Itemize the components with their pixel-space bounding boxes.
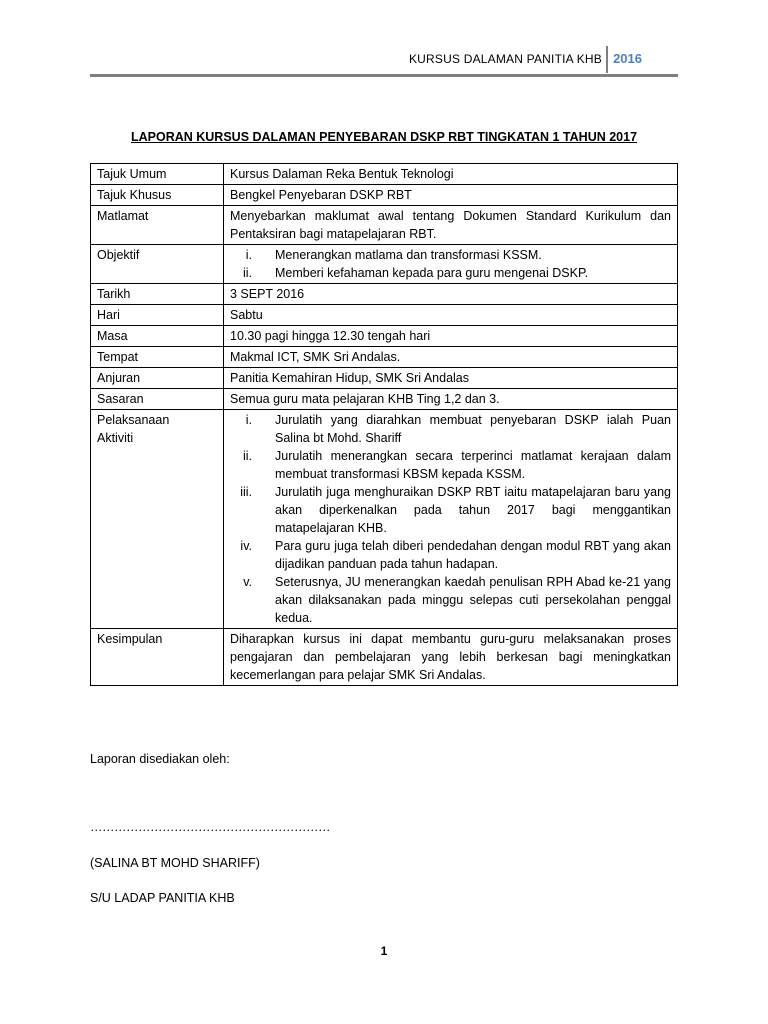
table-row: [91, 185, 678, 206]
row-value: Kursus Dalaman Reka Bentuk Teknologi: [224, 164, 678, 185]
list-text: Menerangkan matlama dan transformasi KSSM.: [275, 248, 542, 262]
row-label: Masa: [91, 326, 224, 347]
row-value: [224, 410, 678, 629]
row-label-line: Pelaksanaan: [97, 413, 170, 427]
row-label: Anjuran: [91, 368, 224, 389]
table-row: [91, 164, 678, 185]
table-row: [91, 368, 678, 389]
page-number: 1: [380, 944, 388, 958]
signatory-role: S/U LADAP PANITIA KHB: [90, 891, 235, 905]
list-item: [230, 411, 671, 447]
row-value: Makmal ICT, SMK Sri Andalas.: [224, 347, 678, 368]
list-number: iv.: [240, 539, 252, 553]
table-row: [91, 347, 678, 368]
row-value: 3 SEPT 2016: [224, 284, 678, 305]
row-label: Hari: [91, 305, 224, 326]
page-header: [90, 46, 678, 77]
row-label: Tajuk Umum: [91, 164, 224, 185]
row-value: [224, 245, 678, 284]
header-separator: [606, 46, 608, 73]
row-value: Panitia Kemahiran Hidup, SMK Sri Andalas: [224, 368, 678, 389]
list-number: v.: [243, 575, 252, 589]
row-label: Kesimpulan: [91, 629, 224, 686]
row-label: Objektif: [91, 245, 224, 284]
list-item: [230, 264, 671, 282]
table-row: [91, 206, 678, 245]
table-row: [91, 284, 678, 305]
header-title: KURSUS DALAMAN PANITIA KHB: [408, 52, 602, 66]
row-value: Semua guru mata pelajaran KHB Ting 1,2 dan 3.: [224, 389, 678, 410]
list-text: Jurulatih menerangkan secara terperinci matlamat kerajaan dalam membuat transformasi KBSM kepada KSSM.: [275, 449, 671, 481]
list-number: i.: [245, 413, 252, 427]
table-row: [91, 629, 678, 686]
signatory-name: (SALINA BT MOHD SHARIFF): [90, 856, 260, 870]
list-item: [230, 246, 671, 264]
list-text: Jurulatih yang diarahkan membuat penyebaran DSKP ialah Puan Salina bt Mohd. Shariff: [275, 413, 671, 445]
list-number: iii.: [240, 485, 252, 499]
list-text: Para guru juga telah diberi pendedahan dengan modul RBT yang akan dijadikan panduan pada tahun hadapan.: [275, 539, 671, 571]
row-label: Tajuk Khusus: [91, 185, 224, 206]
list-item: [230, 447, 671, 483]
table-row: [91, 245, 678, 284]
row-value: Menyebarkan maklumat awal tentang Dokumen Standard Kurikulum dan Pentaksiran bagi matapelajaran RBT.: [224, 206, 678, 245]
row-label: Tarikh: [91, 284, 224, 305]
list-number: ii.: [242, 449, 252, 463]
prepared-by-label: Laporan disediakan oleh:: [90, 752, 230, 766]
row-label-line: Aktiviti: [97, 431, 134, 445]
list-text: Seterusnya, JU menerangkan kaedah penulisan RPH Abad ke-21 yang akan dilaksanakan pada minggu selepas cuti persekolahan penggal kedua.: [275, 575, 671, 625]
activity-list: [230, 411, 671, 627]
list-text: Memberi kefahaman kepada para guru mengenai DSKP.: [275, 266, 589, 280]
row-value: Sabtu: [224, 305, 678, 326]
row-label: Matlamat: [91, 206, 224, 245]
row-value: Diharapkan kursus ini dapat membantu guru-guru melaksanakan proses pengajaran dan pembelajaran yang lebih berkesan bagi meningkatkan kecemerlangan para pelajar SMK Sri Andalas.: [224, 629, 678, 686]
row-label: [91, 410, 224, 629]
list-number: ii.: [242, 266, 252, 280]
row-value: Bengkel Penyebaran DSKP RBT: [224, 185, 678, 206]
signature-line: ……………………………………………………: [90, 820, 330, 834]
objective-list: [230, 246, 671, 282]
list-number: i.: [245, 248, 252, 262]
table-row: [91, 410, 678, 629]
list-item: [230, 573, 671, 627]
report-table: [90, 163, 678, 686]
list-item: [230, 537, 671, 573]
row-value: 10.30 pagi hingga 12.30 tengah hari: [224, 326, 678, 347]
table-row: [91, 326, 678, 347]
row-label: Sasaran: [91, 389, 224, 410]
row-label: Tempat: [91, 347, 224, 368]
list-item: [230, 483, 671, 537]
header-year: 2016: [613, 51, 642, 66]
list-text: Jurulatih juga menghuraikan DSKP RBT iaitu matapelajaran baru yang akan diperkenalkan pada tahun 2017 bagi menggantikan matapelajaran KHB.: [275, 485, 671, 535]
table-row: [91, 305, 678, 326]
table-row: [91, 389, 678, 410]
document-title: LAPORAN KURSUS DALAMAN PENYEBARAN DSKP RBT TINGKATAN 1 TAHUN 2017: [130, 130, 638, 144]
